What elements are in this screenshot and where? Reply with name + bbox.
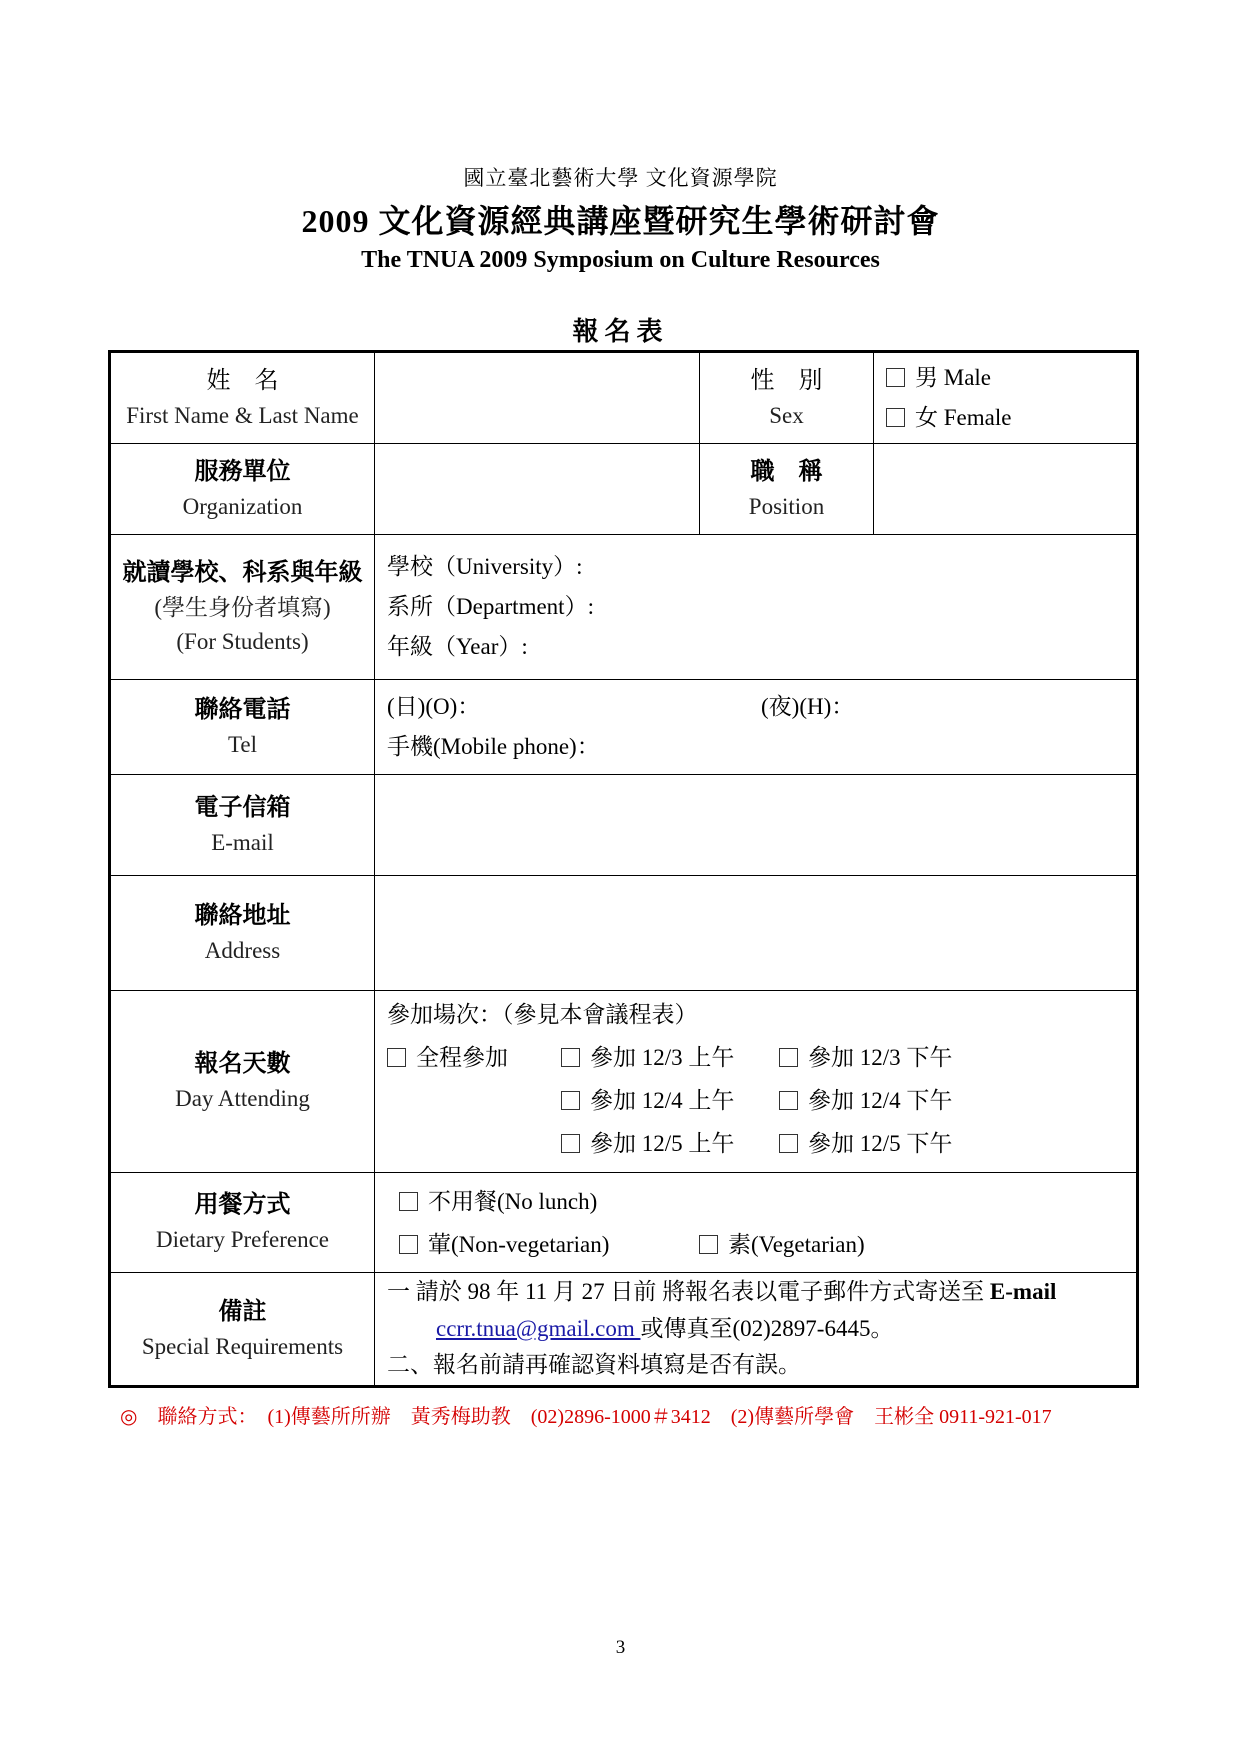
tel-row: [110, 680, 1138, 775]
days-label-en: Day Attending: [175, 1086, 310, 1112]
session-12-4-am-checkbox[interactable]: [561, 1091, 580, 1110]
position-label-cell: [700, 444, 874, 535]
days-intro: 參加場次：（參見本會議程表）: [387, 1002, 698, 1027]
session-12-3-am-checkbox[interactable]: [561, 1048, 580, 1067]
event-title-english: The TNUA 2009 Symposium on Culture Resources: [361, 247, 880, 273]
email-row: [110, 775, 1138, 876]
school-row: [110, 535, 1138, 680]
remarks-label-zh: 備註: [218, 1298, 267, 1325]
non-vegetarian-option[interactable]: [399, 1223, 699, 1266]
school-label-sub: (學生身份者填寫): [154, 594, 331, 620]
meal-type-line: [399, 1223, 1136, 1266]
session-12-3-am-label: 參加 12/3 上午: [590, 1045, 735, 1070]
tel-day-night-line: [387, 687, 1136, 727]
registration-form-table: [108, 350, 1139, 1388]
remarks-field: [375, 1273, 1138, 1387]
full-attendance-option[interactable]: [387, 1036, 561, 1079]
session-12-5-pm-checkbox[interactable]: [779, 1134, 798, 1153]
year-line: 年級（Year）:: [387, 634, 528, 660]
non-vegetarian-label: 葷(Non-vegetarian): [428, 1231, 610, 1257]
session-12-4-am-label: 參加 12/4 上午: [590, 1088, 735, 1113]
male-label: 男 Male: [915, 364, 992, 390]
days-label-cell: [110, 991, 375, 1173]
tel-label-cell: [110, 680, 375, 775]
session-12-3-pm-option[interactable]: [779, 1036, 997, 1079]
department-line: 系所（Department）:: [387, 593, 594, 619]
address-label-zh: 聯絡地址: [194, 902, 291, 929]
sex-option-female[interactable]: [886, 398, 1136, 438]
organization-label-en: Organization: [182, 493, 303, 519]
organization-field[interactable]: [375, 444, 700, 535]
email-field[interactable]: [375, 775, 1138, 876]
days-label-zh: 報名天數: [194, 1051, 291, 1078]
meal-label-zh: 用餐方式: [194, 1192, 291, 1219]
email-label-cell: [110, 775, 375, 876]
name-label-zh: 姓 名: [206, 367, 279, 394]
session-12-4-pm-label: 參加 12/4 下午: [808, 1088, 953, 1113]
position-field[interactable]: [874, 444, 1138, 535]
sex-option-male[interactable]: [886, 358, 1136, 398]
organization-position-row: [110, 444, 1138, 535]
name-label-cell: [110, 352, 375, 444]
name-sex-row: [110, 352, 1138, 444]
sex-label-zh: 性 別: [750, 367, 823, 394]
position-label-en: Position: [748, 493, 825, 519]
session-12-5-pm-option[interactable]: [779, 1122, 997, 1165]
university-line: 學校（University）:: [387, 553, 583, 579]
meal-row: [110, 1173, 1138, 1273]
name-field[interactable]: [375, 352, 700, 444]
female-checkbox[interactable]: [886, 408, 905, 427]
session-12-5-pm-label: 參加 12/5 下午: [808, 1131, 953, 1156]
tel-mobile: 手機(Mobile phone)：: [387, 734, 600, 759]
position-label-zh: 職 稱: [750, 458, 823, 485]
email-label-en: E-mail: [211, 829, 274, 855]
sex-options: [874, 352, 1138, 444]
session-12-5-am-option[interactable]: [561, 1122, 779, 1165]
tel-label-zh: 聯絡電話: [194, 696, 291, 723]
remarks-email-label: E-mail: [989, 1278, 1057, 1304]
full-attendance-label: 全程參加: [416, 1045, 508, 1070]
session-12-5-am-checkbox[interactable]: [561, 1134, 580, 1153]
organization-label-zh: 服務單位: [194, 458, 291, 485]
meal-field: [375, 1173, 1138, 1273]
tel-label-en: Tel: [227, 731, 258, 757]
session-12-3-am-option[interactable]: [561, 1036, 779, 1079]
remarks-label-en: Special Requirements: [141, 1333, 344, 1359]
address-label-en: Address: [204, 937, 281, 963]
remarks-line-3: 二、報名前請再確認資料填寫是否有誤。: [387, 1352, 801, 1378]
contact-info: ◎ 聯絡方式： (1)傳藝所所辦 黃秀梅助教 (02)2896-1000＃3412 (2)傳藝所學會 王彬全 0911-921-017: [120, 1406, 1052, 1428]
event-title-chinese: 2009 文化資源經典講座暨研究生學術研討會: [301, 203, 940, 239]
session-12-3-pm-label: 參加 12/3 下午: [808, 1045, 953, 1070]
no-lunch-checkbox[interactable]: [399, 1192, 418, 1211]
male-checkbox[interactable]: [886, 368, 905, 387]
days-row-1: [387, 1036, 1136, 1079]
vegetarian-option[interactable]: [699, 1232, 865, 1257]
session-12-4-pm-option[interactable]: [779, 1079, 997, 1122]
school-label-cell: [110, 535, 375, 680]
address-row: [110, 876, 1138, 991]
meal-label-en: Dietary Preference: [155, 1227, 330, 1253]
sex-label-cell: [700, 352, 874, 444]
school-label-en: (For Students): [176, 629, 309, 654]
vegetarian-checkbox[interactable]: [699, 1235, 718, 1254]
female-label: 女 Female: [915, 405, 1012, 430]
days-field: [375, 991, 1138, 1173]
name-label-en: First Name & Last Name: [126, 402, 359, 428]
address-field[interactable]: [375, 876, 1138, 991]
meal-label-cell: [110, 1173, 375, 1273]
remarks-line-2: [387, 1311, 1136, 1348]
tel-field[interactable]: [375, 680, 1138, 775]
school-field[interactable]: [375, 535, 1138, 680]
no-lunch-label: 不用餐(No lunch): [428, 1188, 598, 1214]
non-vegetarian-checkbox[interactable]: [399, 1235, 418, 1254]
contact-email-link[interactable]: ccrr.tnua@gmail.com: [436, 1315, 641, 1341]
sex-label-en: Sex: [769, 402, 804, 428]
session-12-3-pm-checkbox[interactable]: [779, 1048, 798, 1067]
session-12-4-pm-checkbox[interactable]: [779, 1091, 798, 1110]
address-label-cell: [110, 876, 375, 991]
page-number: 3: [615, 1637, 626, 1658]
vegetarian-label: 素(Vegetarian): [728, 1231, 865, 1257]
remarks-fax-text: 或傳真至(02)2897-6445。: [640, 1315, 894, 1341]
remarks-label-cell: [110, 1273, 375, 1387]
days-row: [110, 991, 1138, 1173]
tel-night: (夜)(H)：: [761, 693, 855, 719]
remarks-line-1-text: 一 請於 98 年 11 月 27 日前 將報名表以電子郵件方式寄送至: [387, 1278, 990, 1304]
session-12-5-am-label: 參加 12/5 上午: [590, 1131, 735, 1156]
session-12-4-am-option[interactable]: [561, 1079, 779, 1122]
school-label-zh: 就讀學校、科系與年級: [122, 559, 363, 586]
full-attendance-checkbox[interactable]: [387, 1048, 406, 1067]
remarks-line-1: [387, 1274, 1136, 1311]
form-title: 報名表: [572, 317, 669, 346]
tel-day: (日)(O)：: [387, 693, 481, 719]
organization-label-cell: [110, 444, 375, 535]
remarks-row: [110, 1273, 1138, 1387]
days-row-2: [387, 1079, 1136, 1122]
days-row-3: [387, 1122, 1136, 1165]
institution-name: 國立臺北藝術大學 文化資源學院: [463, 166, 778, 190]
no-lunch-option[interactable]: [399, 1180, 1136, 1223]
email-label-zh: 電子信箱: [194, 794, 291, 821]
